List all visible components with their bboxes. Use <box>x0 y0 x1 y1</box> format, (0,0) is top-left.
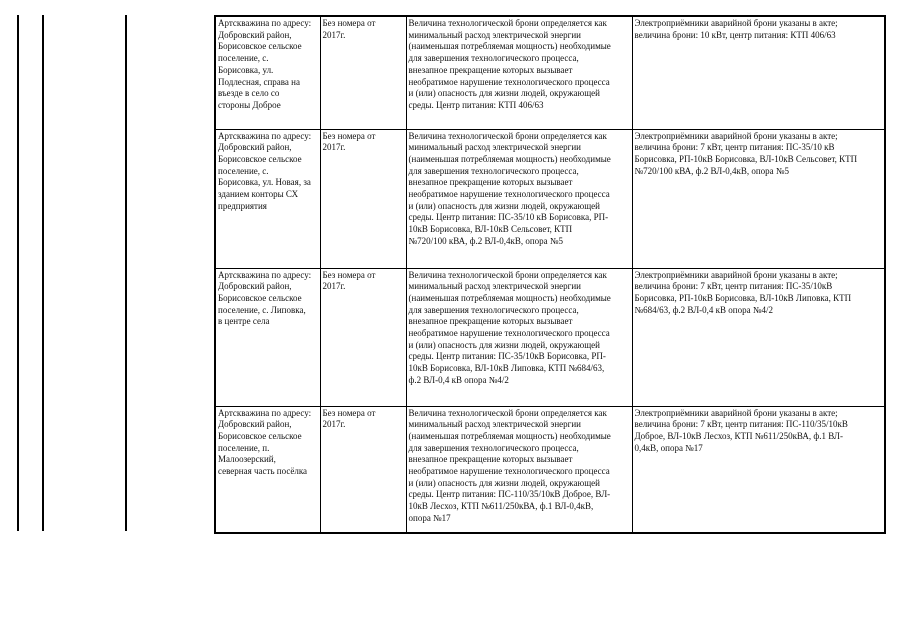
cell-equipment: Электроприёмники аварийной брони указаны в акте; величина брони: 7 кВт, центр питания: ПС-110/35/10кВ Доброе, ВЛ-10кВ Лесхоз, КТП №611/250кВА, ф.1 ВЛ- 0,4кВ, опора №17 <box>632 406 885 533</box>
cell-address: Артскважина по адресу: Добровский район, Борисовское сельское поселение, п. Малоозерский, северная часть посёлка <box>215 406 320 533</box>
cell-equipment: Электроприёмники аварийной брони указаны в акте; величина брони: 7 кВт, центр питания: ПС-35/10кВ Борисовка, РП-10кВ Борисовка, ВЛ-10кВ Липовка, КТП №684/63, ф.2 ВЛ-0,4 кВ опора №4/2 <box>632 268 885 406</box>
cell-address: Артскважина по адресу: Добровский район, Борисовское сельское поселение, с. Борисовка, ул. Подлесная, справа на въезде в село со стороны Доброе <box>215 16 320 129</box>
margin-rule <box>42 15 44 531</box>
cell-document: Без номера от 2017г. <box>320 129 406 268</box>
cell-description: Величина технологической брони определяется как минимальный расход электрической энергии (наименьшая потребляемая мощность) необходимые для завершения технологического процесса, внезапное прекращение которых вызывает необратимое нарушение технологического процесса и (или) опасность для жизни людей, окружающей среды. Центр питания: КТП 406/63 <box>406 16 632 129</box>
cell-equipment: Электроприёмники аварийной брони указаны в акте; величина брони: 10 кВт, центр питания: КТП 406/63 <box>632 16 885 129</box>
cell-document: Без номера от 2017г. <box>320 406 406 533</box>
cell-address: Артскважина по адресу: Добровский район, Борисовское сельское поселение, с. Борисовка, ул. Новая, за зданием конторы СХ предприятия <box>215 129 320 268</box>
cell-description: Величина технологической брони определяется как минимальный расход электрической энергии (наименьшая потребляемая мощность) необходимые для завершения технологического процесса, внезапное прекращение которых вызывает необратимое нарушение технологического процесса и (или) опасность для жизни людей, окружающей среды. Центр питания: ПС-35/10 кВ Борисовка, РП- 10кВ Борисовка, ВЛ-10кВ Сельсовет, КТП №720/100 кВА, ф.2 ВЛ-0,4кВ, опора №5 <box>406 129 632 268</box>
cell-description: Величина технологической брони определяется как минимальный расход электрической энергии (наименьшая потребляемая мощность) необходимые для завершения технологического процесса, внезапное прекращение которых вызывает необратимое нарушение технологического процесса и (или) опасность для жизни людей, окружающей среды. Центр питания: ПС-35/10кВ Борисовка, РП- 10кВ Борисовка, ВЛ-10кВ Липовка, КТП №684/63, ф.2 ВЛ-0,4 кВ опора №4/2 <box>406 268 632 406</box>
cell-document: Без номера от 2017г. <box>320 268 406 406</box>
margin-rule <box>17 15 19 531</box>
table-row <box>215 129 885 268</box>
cell-equipment: Электроприёмники аварийной брони указаны в акте; величина брони: 7 кВт, центр питания: ПС-35/10 кВ Борисовка, РП-10кВ Борисовка, ВЛ-10кВ Сельсовет, КТП №720/100 кВА, ф.2 ВЛ-0,4кВ, опора №5 <box>632 129 885 268</box>
table-row <box>215 268 885 406</box>
margin-rule <box>125 15 127 531</box>
cell-address: Артскважина по адресу: Добровский район, Борисовское сельское поселение, с. Липовка, в центре села <box>215 268 320 406</box>
cell-description: Величина технологической брони определяется как минимальный расход электрической энергии (наименьшая потребляемая мощность) необходимые для завершения технологического процесса, внезапное прекращение которых вызывает необратимое нарушение технологического процесса и (или) опасность для жизни людей, окружающей среды. Центр питания: ПС-110/35/10кВ Доброе, ВЛ- 10кВ Лесхоз, КТП №611/250кВА, ф.1 ВЛ-0,4кВ, опора №17 <box>406 406 632 533</box>
cell-document: Без номера от 2017г. <box>320 16 406 129</box>
reserve-table <box>214 15 886 534</box>
table-row <box>215 16 885 129</box>
table-row <box>215 406 885 533</box>
